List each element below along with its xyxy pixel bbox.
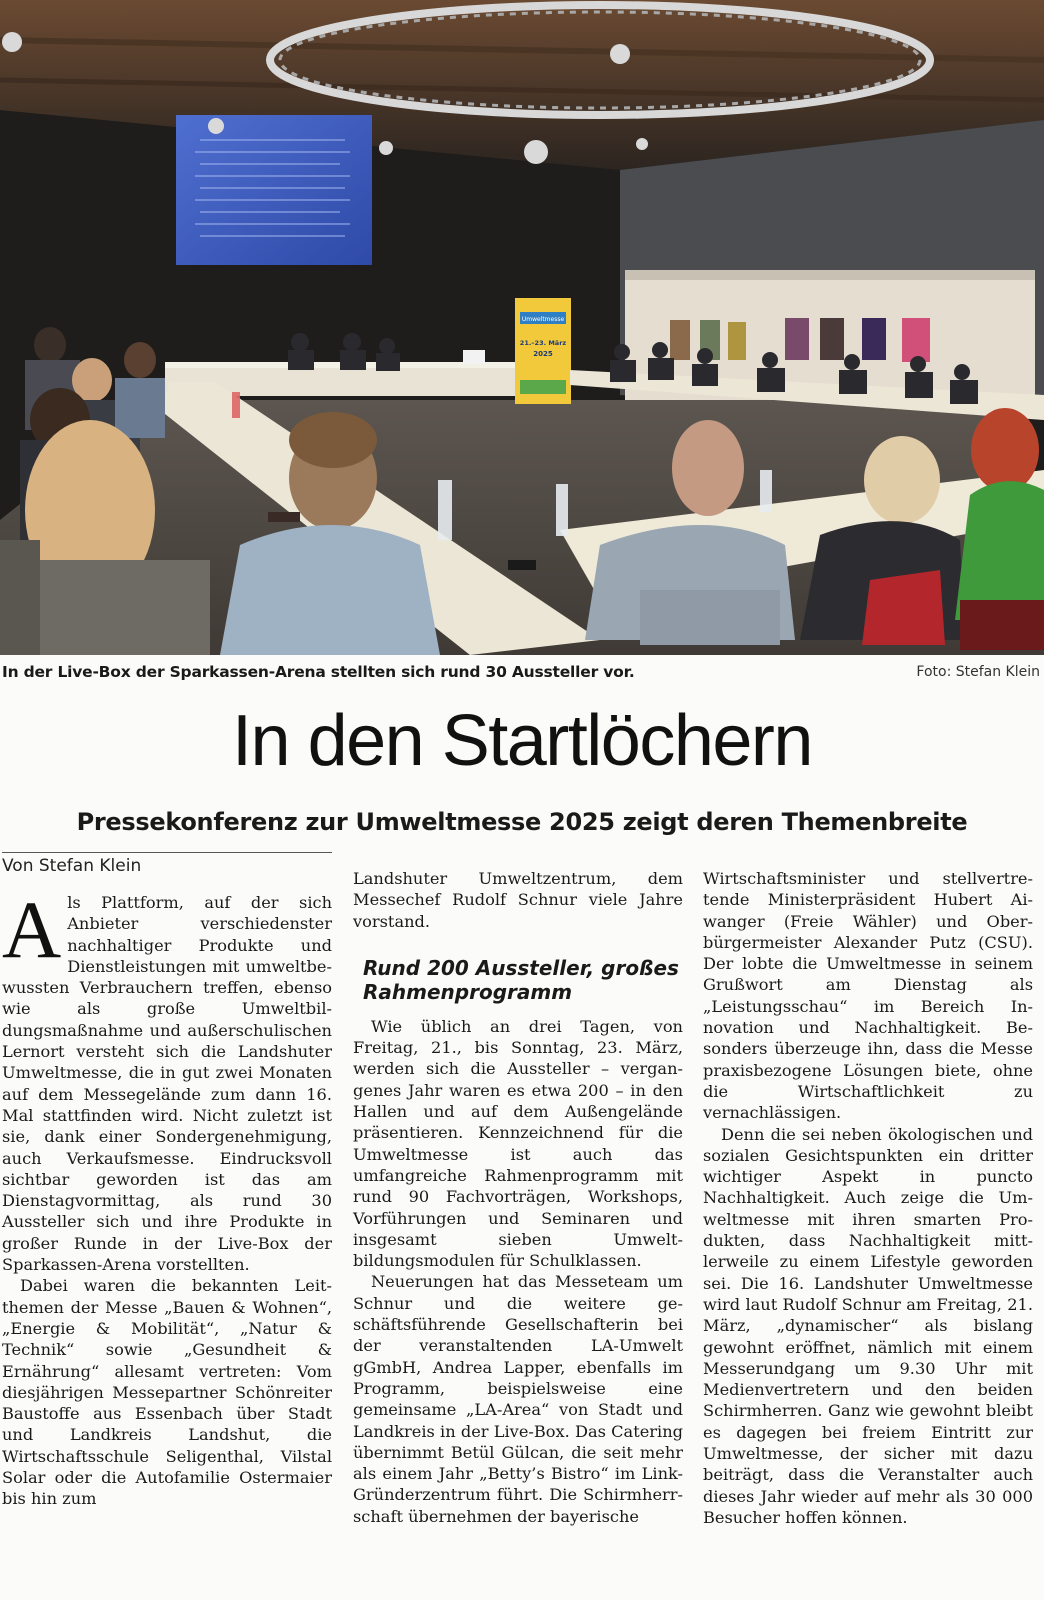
- article-subheadline: Pressekonferenz zur Umweltmesse 2025 zeigt deren Themenbreite: [76, 808, 968, 836]
- photo-caption-row: [0, 663, 1044, 685]
- article-column-3: [703, 868, 1033, 1528]
- paragraph: Landshuter Umweltzentrum, dem Messechef Rudolf Schnur viele Jahre vorstand.: [353, 869, 683, 931]
- banner-line2: 21.–23. März: [519, 339, 567, 347]
- paragraph: Neuerungen hat das Messeteam um Schnur und die weitere geschäftsführende Gesellschafterin bei der veranstaltenden LA-Umwelt gGmbH, Andrea Lapper, ebenfalls im Programm, beispielsweise eine gemeinsame „LA-Area“ von Stadt und Landkreis in der Live-Box. Das Catering übernimmt Betül Gülcan, die seit mehr als einem Jahr „Betty’s Bistro“ im Link-Gründerzentrum führt. Die Schirmherrschaft übernehmen der bayerische: [353, 1272, 683, 1526]
- article-headline: In den Startlöchern: [232, 701, 812, 781]
- byline-rule: [2, 852, 332, 853]
- article-column-2: [353, 868, 683, 1527]
- press-conference-photo: [0, 0, 1044, 655]
- drop-cap: A: [2, 884, 62, 975]
- paragraph: ls Plattform, auf der sich Anbieter verschiedenster nachhaltiger Produkte und Dienstleistungen mit umweltbewussten Verbrauchern treffen, ebenso wie als große Umweltbildungsmaßnahme und außerschulischen Lernort versteht sich die Landshuter Umweltmesse, die in gut zwei Monaten auf dem Messegelände zum dann 16. Mal stattfinden wird. Nicht zuletzt ist sie, dank einer Sondergenehmigung, auch Verkaufsmesse. Eindrucksvoll sichtbar geworden ist das am Dienstagvormittag, als rund 30 Aussteller sich und ihre Produkte in großer Runde in der Live-Box der Sparkassen-Arena vorstellten.: [2, 893, 332, 1275]
- banner-line3: 2025: [533, 350, 553, 358]
- banner-line1: Umweltmesse: [521, 316, 565, 323]
- article-column-1: [2, 884, 332, 1510]
- photo-credit: Foto: Stefan Klein: [916, 664, 1040, 680]
- paragraph: Wie üblich an drei Tagen, von Freitag, 21., bis Sonntag, 23. März, werden sich die Aussteller – vergangenes Jahr waren es etwa 200 – in den Hallen und auf dem Außengelände präsentieren. Kennzeichnend für die Umweltmesse ist auch das umfangreiche Rahmenprogramm mit rund 90 Fachvorträgen, Workshops, Vorführungen und Seminaren und insgesamt sieben Umweltbildungsmodulen für Schulklassen.: [353, 1016, 683, 1271]
- paragraph: Wirtschaftsminister und stellvertretende Ministerpräsident Hubert Aiwanger (Freie Wähler) und Oberbürgermeister Alexander Putz (CSU). Der lobte die Umweltmesse in seinem Grußwort am Dienstag als „Leistungsschau“ im Bereich Innovation und Nachhaltigkeit. Besonders überzeuge ihn, dass die Messe praxisbezogene Lösungen biete, ohne die Wirtschaftlichkeit zu vernachlässigen.: [703, 869, 1033, 1123]
- interheadline: Rund 200 Aussteller, großes Rahmenprogramm: [363, 955, 679, 1004]
- article-byline: Von Stefan Klein: [2, 856, 142, 876]
- paragraph: Dabei waren die bekannten Leitthemen der Messe „Bauen & Wohnen“, „Energie & Mobilität“, „Natur & Technik“ sowie „Gesundheit & Ernährung“ allesamt vertreten: Vom diesjährigen Messepartner Schönreiter Baustoffe aus Essenbach über Stadt und Landkreis Landshut, die Wirtschaftsschule Seligenthal, Vilstal Solar oder die Autofamilie Ostermaier bis hin zum: [2, 1276, 332, 1509]
- photo-caption: In der Live-Box der Sparkassen-Arena stellten sich rund 30 Aussteller vor.: [2, 663, 635, 681]
- paragraph: Denn die sei neben ökologischen und sozialen Gesichtspunkten ein dritter wichtiger Aspekt in puncto Nachhaltigkeit. Auch zeige die Umweltmesse mit ihren smarten Produkten, dass Nachhaltigkeit mittlerweile zu einem Lifestyle geworden sei. Die 16. Landshuter Umweltmesse wird laut Rudolf Schnur am Freitag, 21. März, „dynamischer“ als bislang gewohnt eröffnet, nämlich mit einem Messerundgang um 9.30 Uhr mit Medienvertretern und den beiden Schirmherren. Ganz wie gewohnt bleibt es dagegen bei freiem Eintritt zur Umweltmesse, der sicher mit dazu beiträgt, dass die Veranstalter auch dieses Jahr wieder auf mehr als 30 000 Besucher hoffen können.: [703, 1124, 1033, 1527]
